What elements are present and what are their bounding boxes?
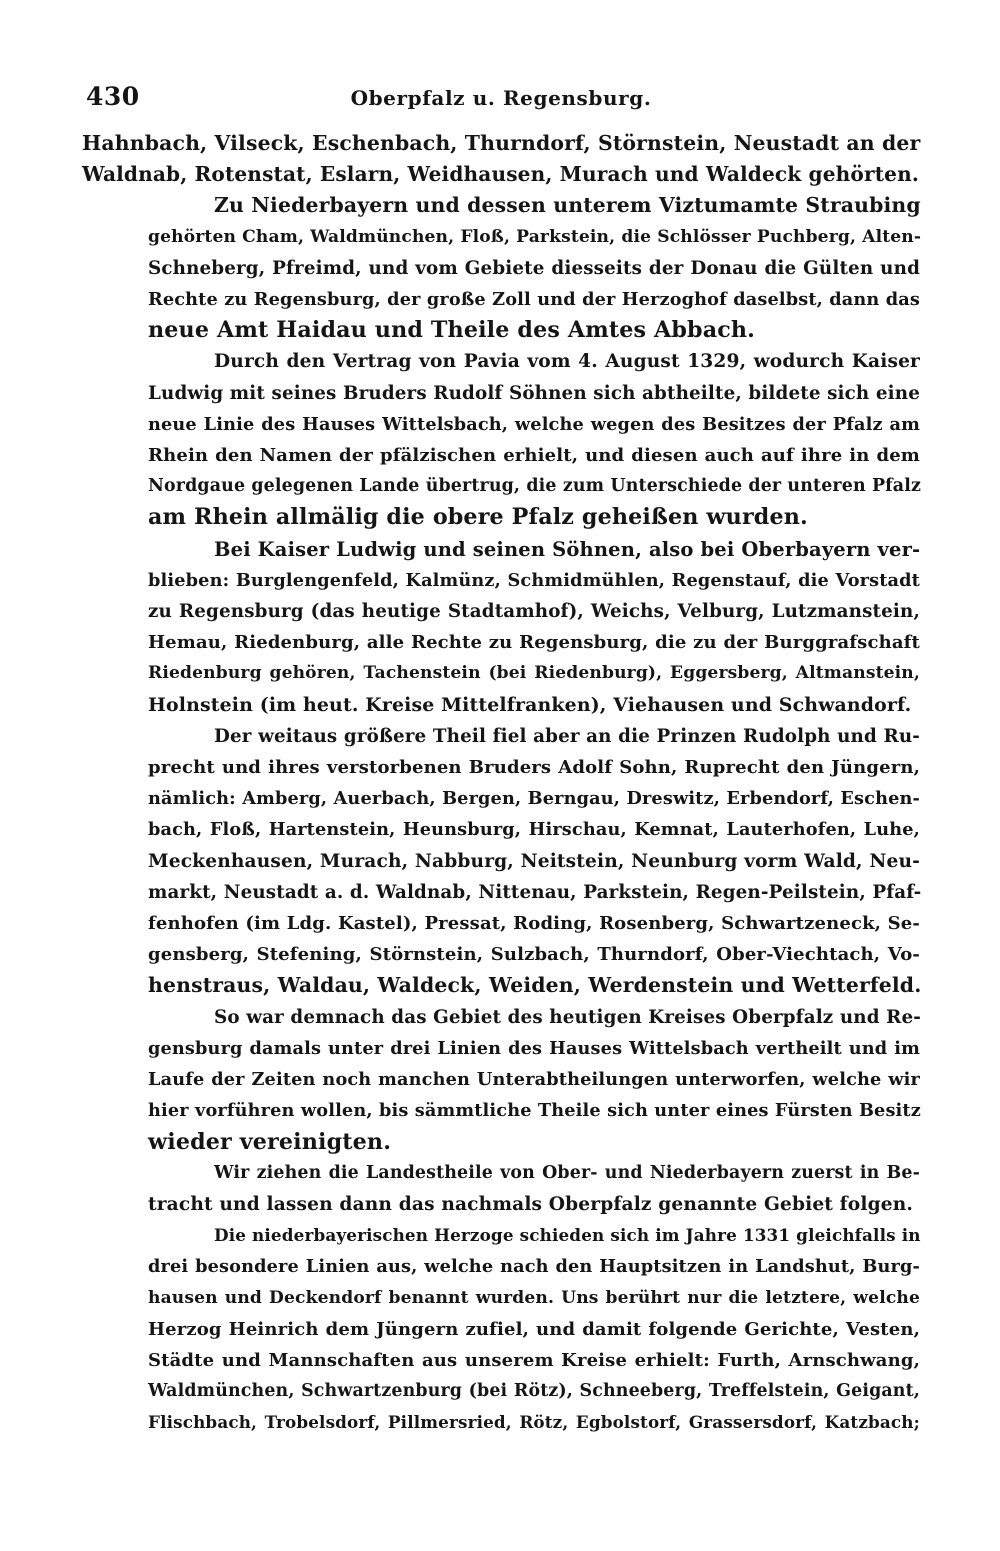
text-line: Waldmünchen, Schwartzenburg (bei Rötz), Schneeberg, Treffelstein, Geigant, [148,1381,920,1402]
text-line: Städte und Mannschaften aus unserem Kreise erhielt: Furth, Arnschwang, [148,1349,920,1371]
text-line: zu Regensburg (das heutige Stadtamhof), Weichs, Velburg, Lutzmanstein, [148,601,920,623]
text-line: Wir ziehen die Landestheile von Ober- und Niederbayern zuerst in Be- [214,1162,920,1183]
page-header [82,70,920,128]
text-line: hausen und Deckendorf benannt wurden. Uns berührt nur die letztere, welche [148,1287,920,1308]
running-title: Oberpfalz u. Regensburg. [350,86,652,110]
body-text [82,128,920,1439]
text-line: tracht und lassen dann das nachmals Oberpfalz genannte Gebiet folgen. [148,1193,913,1215]
text-line: Die niederbayerischen Herzoge schieden sich im Jahre 1331 gleichfalls in [214,1225,921,1246]
text-line: blieben: Burglengenfeld, Kalmünz, Schmidmühlen, Regenstauf, die Vorstadt [148,569,920,591]
text-line: Nordgaue gelegenen Lande übertrug, die zum Unterschiede der unteren Pfalz [148,476,922,497]
text-line: Ludwig mit seines Bruders Rudolf Söhnen sich abtheilte, bildete sich eine [148,382,920,404]
text-line: neue Amt Haidau und Theile des Amtes Abbach. [148,317,756,344]
text-line: Hahnbach, Vilseck, Eschenbach, Thurndorf, Störnstein, Neustadt an der [82,131,921,155]
text-line: So war demnach das Gebiet des heutigen Kreises Oberpfalz und Re- [214,1006,922,1028]
text-line: henstraus, Waldau, Waldeck, Weiden, Werdenstein und Wetterfeld. [148,973,922,998]
text-line: neue Linie des Hauses Wittelsbach, welche wegen des Besitzes der Pfalz am [148,413,920,435]
text-line: Rhein den Namen der pfälzischen erhielt, und diesen auch auf ihre in dem [148,445,920,467]
text-line: precht und ihres verstorbenen Bruders Adolf Sohn, Ruprecht den Jüngern, [148,757,920,779]
text-line: nämlich: Amberg, Auerbach, Bergen, Berngau, Dreswitz, Erbendorf, Eschen- [148,788,920,810]
text-line: fenhofen (im Ldg. Kastel), Pressat, Roding, Rosenberg, Schwartzeneck, Se- [148,913,920,935]
text-line: drei besondere Linien aus, welche nach den Hauptsitzen in Landshut, Burg- [148,1256,920,1278]
text-line: Laufe der Zeiten noch manchen Unterabtheilungen unterworfen, welche wir [148,1069,920,1091]
paragraph [82,1220,920,1438]
paragraph [82,346,920,533]
text-line: Bei Kaiser Ludwig und seinen Söhnen, also bei Oberbayern ver- [214,537,921,561]
page-number: 430 [86,82,140,111]
paragraph [82,534,920,721]
book-page [82,70,920,1439]
text-line: Waldnab, Rotenstat, Eslarn, Weidhausen, Murach und Waldeck gehörten. [82,162,919,187]
text-line: Flischbach, Trobelsdorf, Pillmersried, Rötz, Egbolstorf, Grassersdorf, Katzbach; [148,1412,920,1433]
text-line: Der weitaus größere Theil fiel aber an die Prinzen Rudolph und Ru- [214,725,920,747]
text-line: wieder vereinigten. [148,1128,392,1155]
paragraph [82,1158,920,1220]
text-line: Durch den Vertrag von Pavia vom 4. August 1329, wodurch Kaiser [214,351,920,373]
paragraph [82,190,920,346]
text-line: markt, Neustadt a. d. Waldnab, Nittenau, Parkstein, Regen-Peilstein, Pfaf- [148,881,922,903]
text-line: Riedenburg gehören, Tachenstein (bei Riedenburg), Eggersberg, Altmanstein, [148,663,920,684]
text-line: Holnstein (im heut. Kreise Mittelfranken), Viehausen und Schwandorf. [148,693,912,716]
text-line: am Rhein allmälig die obere Pfalz geheißen wurden. [148,504,808,531]
paragraph [82,721,920,1002]
text-line: bach, Floß, Hartenstein, Heunsburg, Hirschau, Kemnat, Lauterhofen, Luhe, [148,819,920,841]
text-line: hier vorführen wollen, bis sämmtliche Theile sich unter eines Fürsten Besitz [148,1100,921,1122]
paragraph [82,128,920,190]
text-line: Meckenhausen, Murach, Nabburg, Neitstein, Neunburg vorm Wald, Neu- [148,850,920,872]
text-line: gehörten Cham, Waldmünchen, Floß, Parkstein, die Schlösser Puchberg, Alten- [148,226,922,247]
text-line: gensburg damals unter drei Linien des Hauses Wittelsbach vertheilt und im [148,1037,920,1059]
text-line: Hemau, Riedenburg, alle Rechte zu Regensburg, die zu der Burggrafschaft [148,632,920,654]
text-line: Herzog Heinrich dem Jüngern zufiel, und damit folgende Gerichte, Vesten, [148,1318,920,1340]
text-line: Zu Niederbayern und dessen unterem Viztumamte Straubing [214,193,921,218]
paragraph [82,1002,920,1158]
text-line: Rechte zu Regensburg, der große Zoll und der Herzoghof daselbst, dann das [148,289,920,311]
text-line: gensberg, Stefening, Störnstein, Sulzbach, Thurndorf, Ober-Viechtach, Vo- [148,944,920,966]
text-line: Schneberg, Pfreimd, und vom Gebiete diesseits der Donau die Gülten und [148,257,920,279]
